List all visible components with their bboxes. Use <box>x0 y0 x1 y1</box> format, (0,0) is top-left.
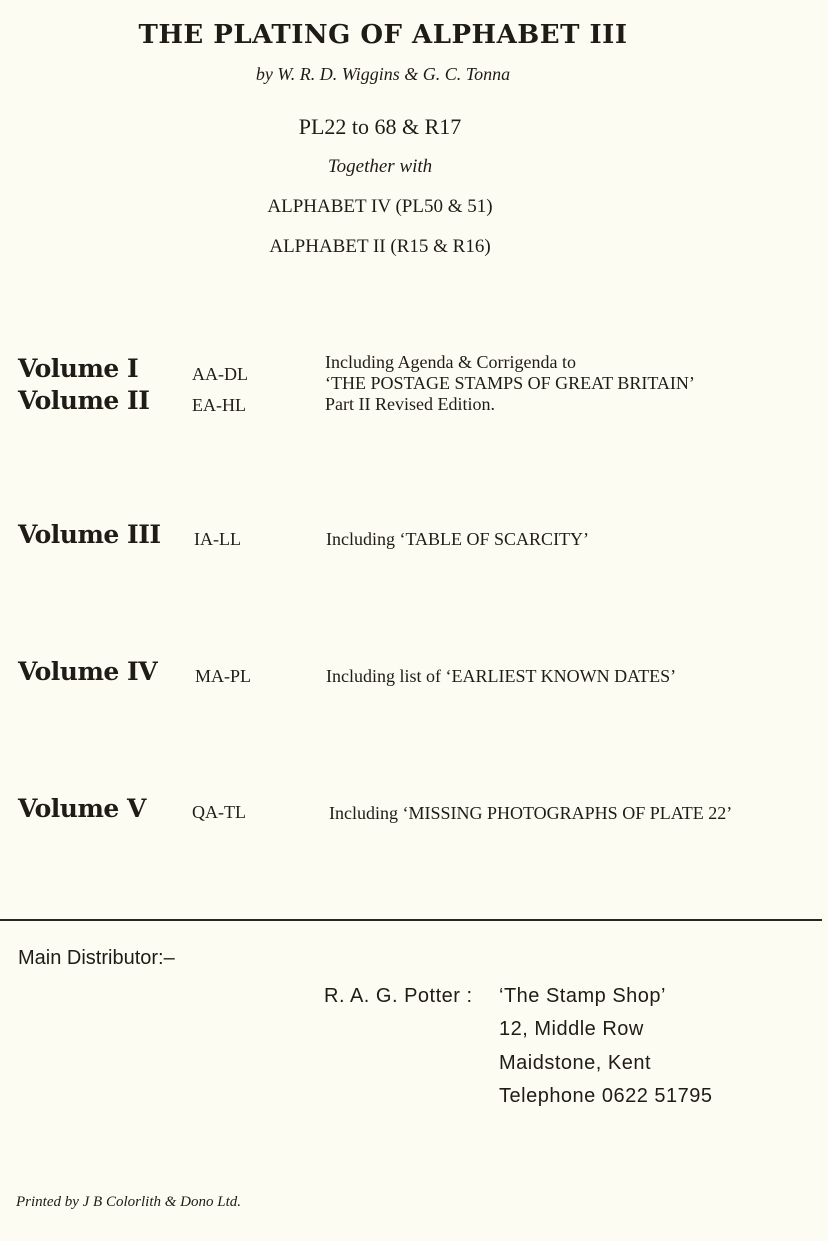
volume-3-description: Including ‘TABLE OF SCARCITY’ <box>326 529 590 549</box>
address-line-town: Maidstone, Kent <box>499 1052 652 1074</box>
plates-range: PL22 to 68 & R17 <box>298 114 462 139</box>
volume-3-code: IA-LL <box>194 529 241 549</box>
volume-4-description: Including list of ‘EARLIEST KNOWN DATES’ <box>326 666 677 686</box>
alphabet-ii-line: ALPHABET II (R15 & R16) <box>269 236 491 257</box>
distributor-name: R. A. G. Potter : <box>324 985 473 1007</box>
address-line-telephone: Telephone 0622 51795 <box>499 1085 713 1107</box>
volume-1-name: Volume I <box>18 354 139 383</box>
authors: by W. R. D. Wiggins & G. C. Tonna <box>255 64 511 84</box>
volume-1-code: AA-DL <box>192 364 248 384</box>
address-line-street: 12, Middle Row <box>499 1018 644 1040</box>
alphabet-iv-line: ALPHABET IV (PL50 & 51) <box>267 196 493 217</box>
volume-1-2-description-line3: Part II Revised Edition. <box>325 394 495 414</box>
volume-2-code: EA-HL <box>192 395 246 415</box>
divider <box>0 919 822 921</box>
volume-5-description: Including ‘MISSING PHOTOGRAPHS OF PLATE 22’ <box>329 803 733 823</box>
volume-1-2-description-line1: Including Agenda & Corrigenda to <box>325 352 576 372</box>
page-title: THE PLATING OF ALPHABET III <box>138 20 628 50</box>
volume-1-2-description-line2: ‘THE POSTAGE STAMPS OF GREAT BRITAIN’ <box>325 373 695 393</box>
volume-4-name: Volume IV <box>18 657 158 686</box>
volume-1-2-description <box>325 352 695 415</box>
address-line-shop: ‘The Stamp Shop’ <box>499 985 666 1007</box>
volume-2-name: Volume II <box>18 386 150 415</box>
printer-credit: Printed by J B Colorlith & Dono Ltd. <box>16 1194 241 1210</box>
volume-5-name: Volume V <box>18 794 146 823</box>
together-with: Together with <box>327 156 433 177</box>
volume-5-code: QA-TL <box>192 802 246 822</box>
distributor-label: Main Distributor:– <box>18 947 175 969</box>
volume-4-code: MA-PL <box>195 666 252 686</box>
volume-3-name: Volume III <box>18 520 161 549</box>
